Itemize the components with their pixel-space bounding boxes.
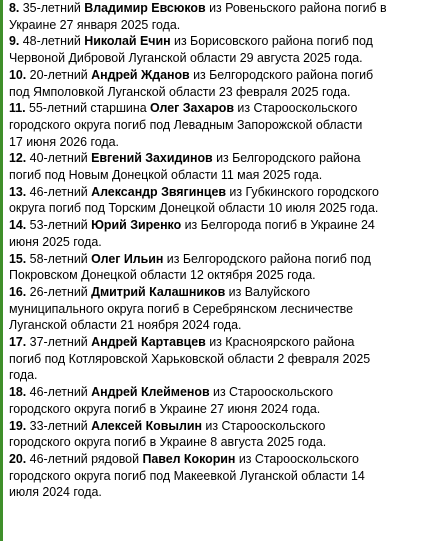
person-name: Александр Звягинцев <box>91 184 226 199</box>
entry-text: июня 2025 года. <box>9 234 102 249</box>
list-item <box>9 184 423 217</box>
entry-text: из Губкинского городского <box>225 184 379 199</box>
entry-line <box>9 317 423 334</box>
entry-line <box>9 17 423 34</box>
entry-text: 48-летний <box>19 34 85 49</box>
entry-text: из Белгородского района <box>212 151 361 166</box>
entry-text: из Белгорода погиб в Украине 24 <box>181 218 375 233</box>
entry-line <box>9 334 423 351</box>
entry-line <box>9 0 423 17</box>
entry-line <box>9 200 423 217</box>
entry-number: 18. <box>9 385 27 400</box>
entry-number: 20. <box>9 451 27 466</box>
entry-number: 9. <box>9 34 20 49</box>
entry-line <box>9 451 423 468</box>
entry-text: 53-летний <box>26 218 92 233</box>
entry-text: 17 июня 2026 года. <box>9 134 119 149</box>
entry-line <box>9 33 423 50</box>
person-name: Андрей Картавцев <box>91 335 206 350</box>
entry-text: 20-летний <box>26 67 92 82</box>
entry-text: погиб под Котляровской Харьковской области 2 февраля 2025 <box>9 351 371 366</box>
person-name: Павел Кокорин <box>142 451 236 466</box>
entry-text: 46-летний <box>26 385 92 400</box>
person-name: Николай Ечин <box>84 34 171 49</box>
entry-text: из Старооскольского <box>209 385 334 400</box>
entry-text: 46-летний <box>26 184 92 199</box>
entry-line <box>9 301 423 318</box>
entry-text: Червоной Дибровой Луганской области 29 августа 2025 года. <box>9 51 363 66</box>
list-item <box>9 67 423 100</box>
entry-text: городского округа погиб в Украине 8 августа 2025 года. <box>9 435 327 450</box>
entry-number: 12. <box>9 151 27 166</box>
entry-number: 15. <box>9 251 27 266</box>
entry-number: 11. <box>9 101 26 116</box>
entry-line <box>9 217 423 234</box>
entry-number: 16. <box>9 284 27 299</box>
entry-number: 14. <box>9 218 27 233</box>
entry-text: из Борисовского района погиб под <box>170 34 373 49</box>
person-name: Дмитрий Калашников <box>91 284 226 299</box>
entry-line <box>9 468 423 485</box>
entry-text: 33-летний <box>26 418 92 433</box>
casualty-list <box>9 0 423 501</box>
person-name: Юрий Зиренко <box>91 218 182 233</box>
entry-text: муниципального округа погиб в Серебрянском лесничестве <box>9 301 354 316</box>
person-name: Андрей Клейменов <box>91 385 210 400</box>
entry-line <box>9 367 423 384</box>
entry-number: 8. <box>9 1 20 15</box>
list-item <box>9 284 423 334</box>
entry-text: из Ровеньского района погиб в <box>205 1 387 15</box>
entry-text: под Ямполовкой Луганской области 23 февраля 2025 года. <box>9 84 351 99</box>
entry-text: июля 2024 года. <box>9 485 102 500</box>
entry-line <box>9 184 423 201</box>
list-item <box>9 334 423 384</box>
entry-line <box>9 351 423 368</box>
entry-text: городского округа погиб под Макеевкой Луганской области 14 <box>9 468 365 483</box>
list-item <box>9 150 423 183</box>
entry-text: из Старооскольского <box>201 418 326 433</box>
entry-text: 46-летний рядовой <box>26 451 143 466</box>
entry-text: года. <box>9 368 38 383</box>
entry-text: 37-летний <box>26 335 92 350</box>
entry-text: 55-летний старшина <box>25 101 151 116</box>
entry-line <box>9 418 423 435</box>
entry-text: из Белгородского района погиб под <box>163 251 371 266</box>
person-name: Андрей Жданов <box>91 67 190 82</box>
entry-line <box>9 150 423 167</box>
entry-text: 26-летний <box>26 284 92 299</box>
list-item <box>9 217 423 250</box>
entry-line <box>9 234 423 251</box>
list-item <box>9 251 423 284</box>
entry-text: из Белгородского района погиб <box>189 67 374 82</box>
list-item <box>9 418 423 451</box>
entry-text: 40-летний <box>26 151 92 166</box>
entry-text: из Старооскольского <box>235 451 359 466</box>
entry-line <box>9 50 423 67</box>
entry-line <box>9 484 423 501</box>
entry-text: Украине 27 января 2025 года. <box>9 17 181 32</box>
entry-text: из Старооскольского <box>234 101 358 116</box>
entry-line <box>9 384 423 401</box>
entry-line <box>9 100 423 117</box>
entry-line <box>9 84 423 101</box>
entry-number: 19. <box>9 418 27 433</box>
list-item <box>9 384 423 417</box>
entry-line <box>9 167 423 184</box>
entry-line <box>9 434 423 451</box>
entry-text: погиб под Новым Донецкой области 11 мая 2025 года. <box>9 168 323 183</box>
entry-number: 10. <box>9 67 27 82</box>
person-name: Евгений Захидинов <box>91 151 213 166</box>
entry-text: Луганской области 21 ноября 2024 года. <box>9 318 242 333</box>
list-item <box>9 100 423 150</box>
entry-text: Покровском Донецкой области 12 октября 2025 года. <box>9 268 316 283</box>
entry-line <box>9 401 423 418</box>
entry-text: городского округа погиб в Украине 27 июня 2024 года. <box>9 401 321 416</box>
entry-line <box>9 267 423 284</box>
person-name: Олег Захаров <box>150 101 234 116</box>
entry-text: из Валуйского <box>225 284 311 299</box>
person-name: Алексей Ковылин <box>91 418 202 433</box>
entry-text: округа погиб под Торским Донецкой области 10 июля 2025 года. <box>9 201 379 216</box>
entry-number: 13. <box>9 184 27 199</box>
list-item <box>9 451 423 501</box>
entry-text: 35-летний <box>19 1 85 15</box>
list-item <box>9 0 423 33</box>
entry-number: 17. <box>9 335 27 350</box>
entry-text: из Красноярского района <box>205 335 355 350</box>
entry-line <box>9 117 423 134</box>
entry-line <box>9 284 423 301</box>
person-name: Владимир Евсюков <box>84 1 206 15</box>
person-name: Олег Ильин <box>91 251 164 266</box>
entry-text: 58-летний <box>26 251 92 266</box>
entry-line <box>9 67 423 84</box>
entry-line <box>9 134 423 151</box>
entry-line <box>9 251 423 268</box>
quote-accent-bar <box>0 0 3 541</box>
entry-text: городского округа погиб под Левадным Запорожской области <box>9 117 363 132</box>
list-item <box>9 33 423 66</box>
